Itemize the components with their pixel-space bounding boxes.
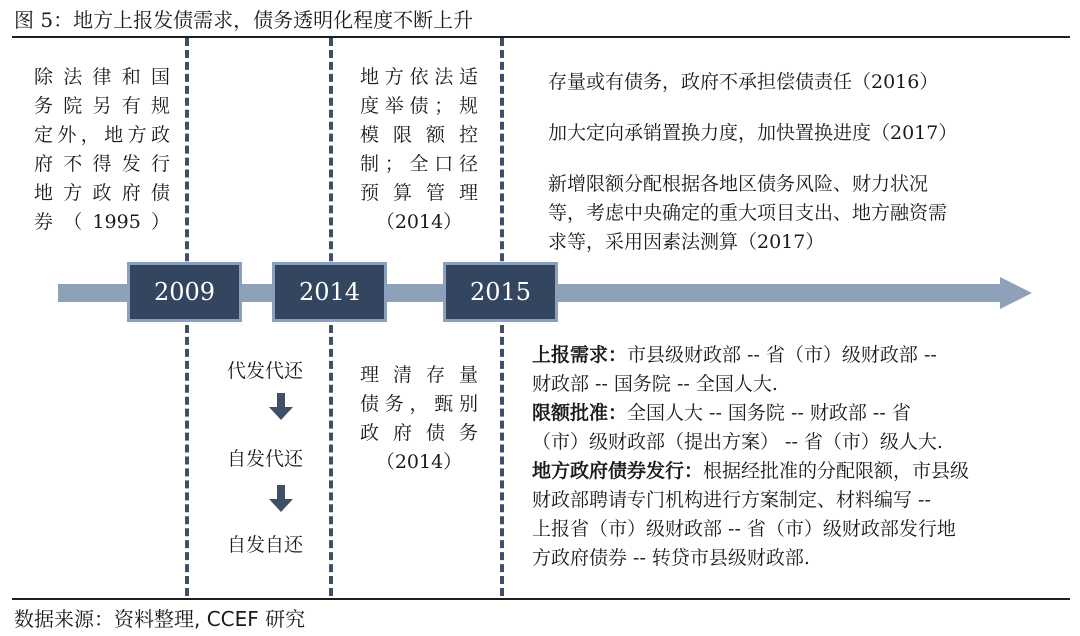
text-line: 务院另有规: [34, 95, 170, 117]
text-line: 等，考虑中央确定的重大项目支出、地方融资需: [548, 202, 948, 224]
year-box-2015: 2015: [443, 262, 558, 322]
text-line: 模限额控: [360, 124, 478, 146]
text-line: 债务，甄别: [360, 393, 478, 415]
bottom-rule: [12, 598, 1070, 600]
process-text: 财政部 -- 国务院 -- 全国人大.: [532, 373, 778, 395]
process-text: 上报省（市）级财政部 -- 省（市）级财政部发行地: [532, 518, 956, 540]
process-text: 全国人大 -- 国务院 -- 财政部 -- 省: [627, 402, 911, 424]
process-label: 上报需求：: [532, 344, 628, 366]
note-post-2015-above: [548, 68, 1068, 257]
text-line: 制；全口径: [360, 153, 478, 175]
text-line: 求等，采用因素法测算（2017）: [548, 231, 825, 253]
text-line: 预算管理: [360, 182, 478, 204]
process-label: 限额批准：: [532, 402, 628, 424]
top-rule: [12, 36, 1070, 38]
text-line: 府不得发行: [34, 153, 170, 175]
text-line: 地方政府债: [34, 182, 170, 204]
text-line: 理清存量: [360, 364, 478, 386]
source-note: 数据来源：资料整理, CCEF 研究: [14, 607, 306, 631]
note-pre-2009: [34, 63, 170, 237]
arrow-down-icon: [269, 485, 293, 512]
year-box-2009: 2009: [127, 262, 242, 322]
process-text: 市县级财政部 -- 省（市）级财政部 --: [627, 344, 937, 366]
text-line: [532, 370, 1070, 399]
text-line: [532, 486, 1070, 515]
text-line: [532, 515, 1070, 544]
text-line: [532, 544, 1070, 573]
text-line: 定外，地方政: [34, 124, 170, 146]
flow-step-2: 自发代还: [226, 448, 303, 470]
text-line: [532, 428, 1070, 457]
figure-title: 图 5：地方上报发债需求，债务透明化程度不断上升: [14, 8, 474, 32]
process-text: 方政府债券 -- 转贷市县级财政部.: [532, 547, 810, 569]
process-text: 根据经批准的分配限额，市县级: [703, 460, 970, 482]
text-line: [532, 399, 1070, 428]
arrow-right-icon: [1000, 277, 1032, 309]
text-line: 存量或有债务，政府不承担偿债责任（2016）: [548, 71, 939, 93]
text-line: [532, 341, 1070, 370]
text-line: 地方依法适: [360, 66, 478, 88]
text-line: 加大定向承销置换力度，加快置换进度（2017）: [548, 122, 958, 144]
text-line: 除法律和国: [34, 66, 170, 88]
text-line: 券（1995）: [34, 211, 170, 233]
note-post-2015-below: [532, 341, 1070, 573]
arrow-down-icon: [269, 393, 293, 420]
process-text: 财政部聘请专门机构进行方案制定、材料编写 --: [532, 489, 931, 511]
text-line: 度举债；规: [360, 95, 478, 117]
note-2014-above: [360, 63, 478, 237]
text-line: （2014）: [375, 451, 463, 473]
year-box-2014: 2014: [272, 262, 387, 322]
text-line: （2014）: [375, 211, 463, 233]
flow-step-1: 代发代还: [226, 360, 303, 382]
process-text: （市）级财政部（提出方案） -- 省（市）级人大.: [532, 431, 943, 453]
text-line: 新增限额分配根据各地区债务风险、财力状况: [548, 173, 929, 195]
process-label: 地方政府债券发行：: [532, 460, 704, 482]
text-line: [532, 457, 1070, 486]
text-line: 政府债务: [360, 422, 478, 444]
note-2014-below: [360, 361, 478, 477]
flow-step-3: 自发自还: [226, 534, 303, 556]
